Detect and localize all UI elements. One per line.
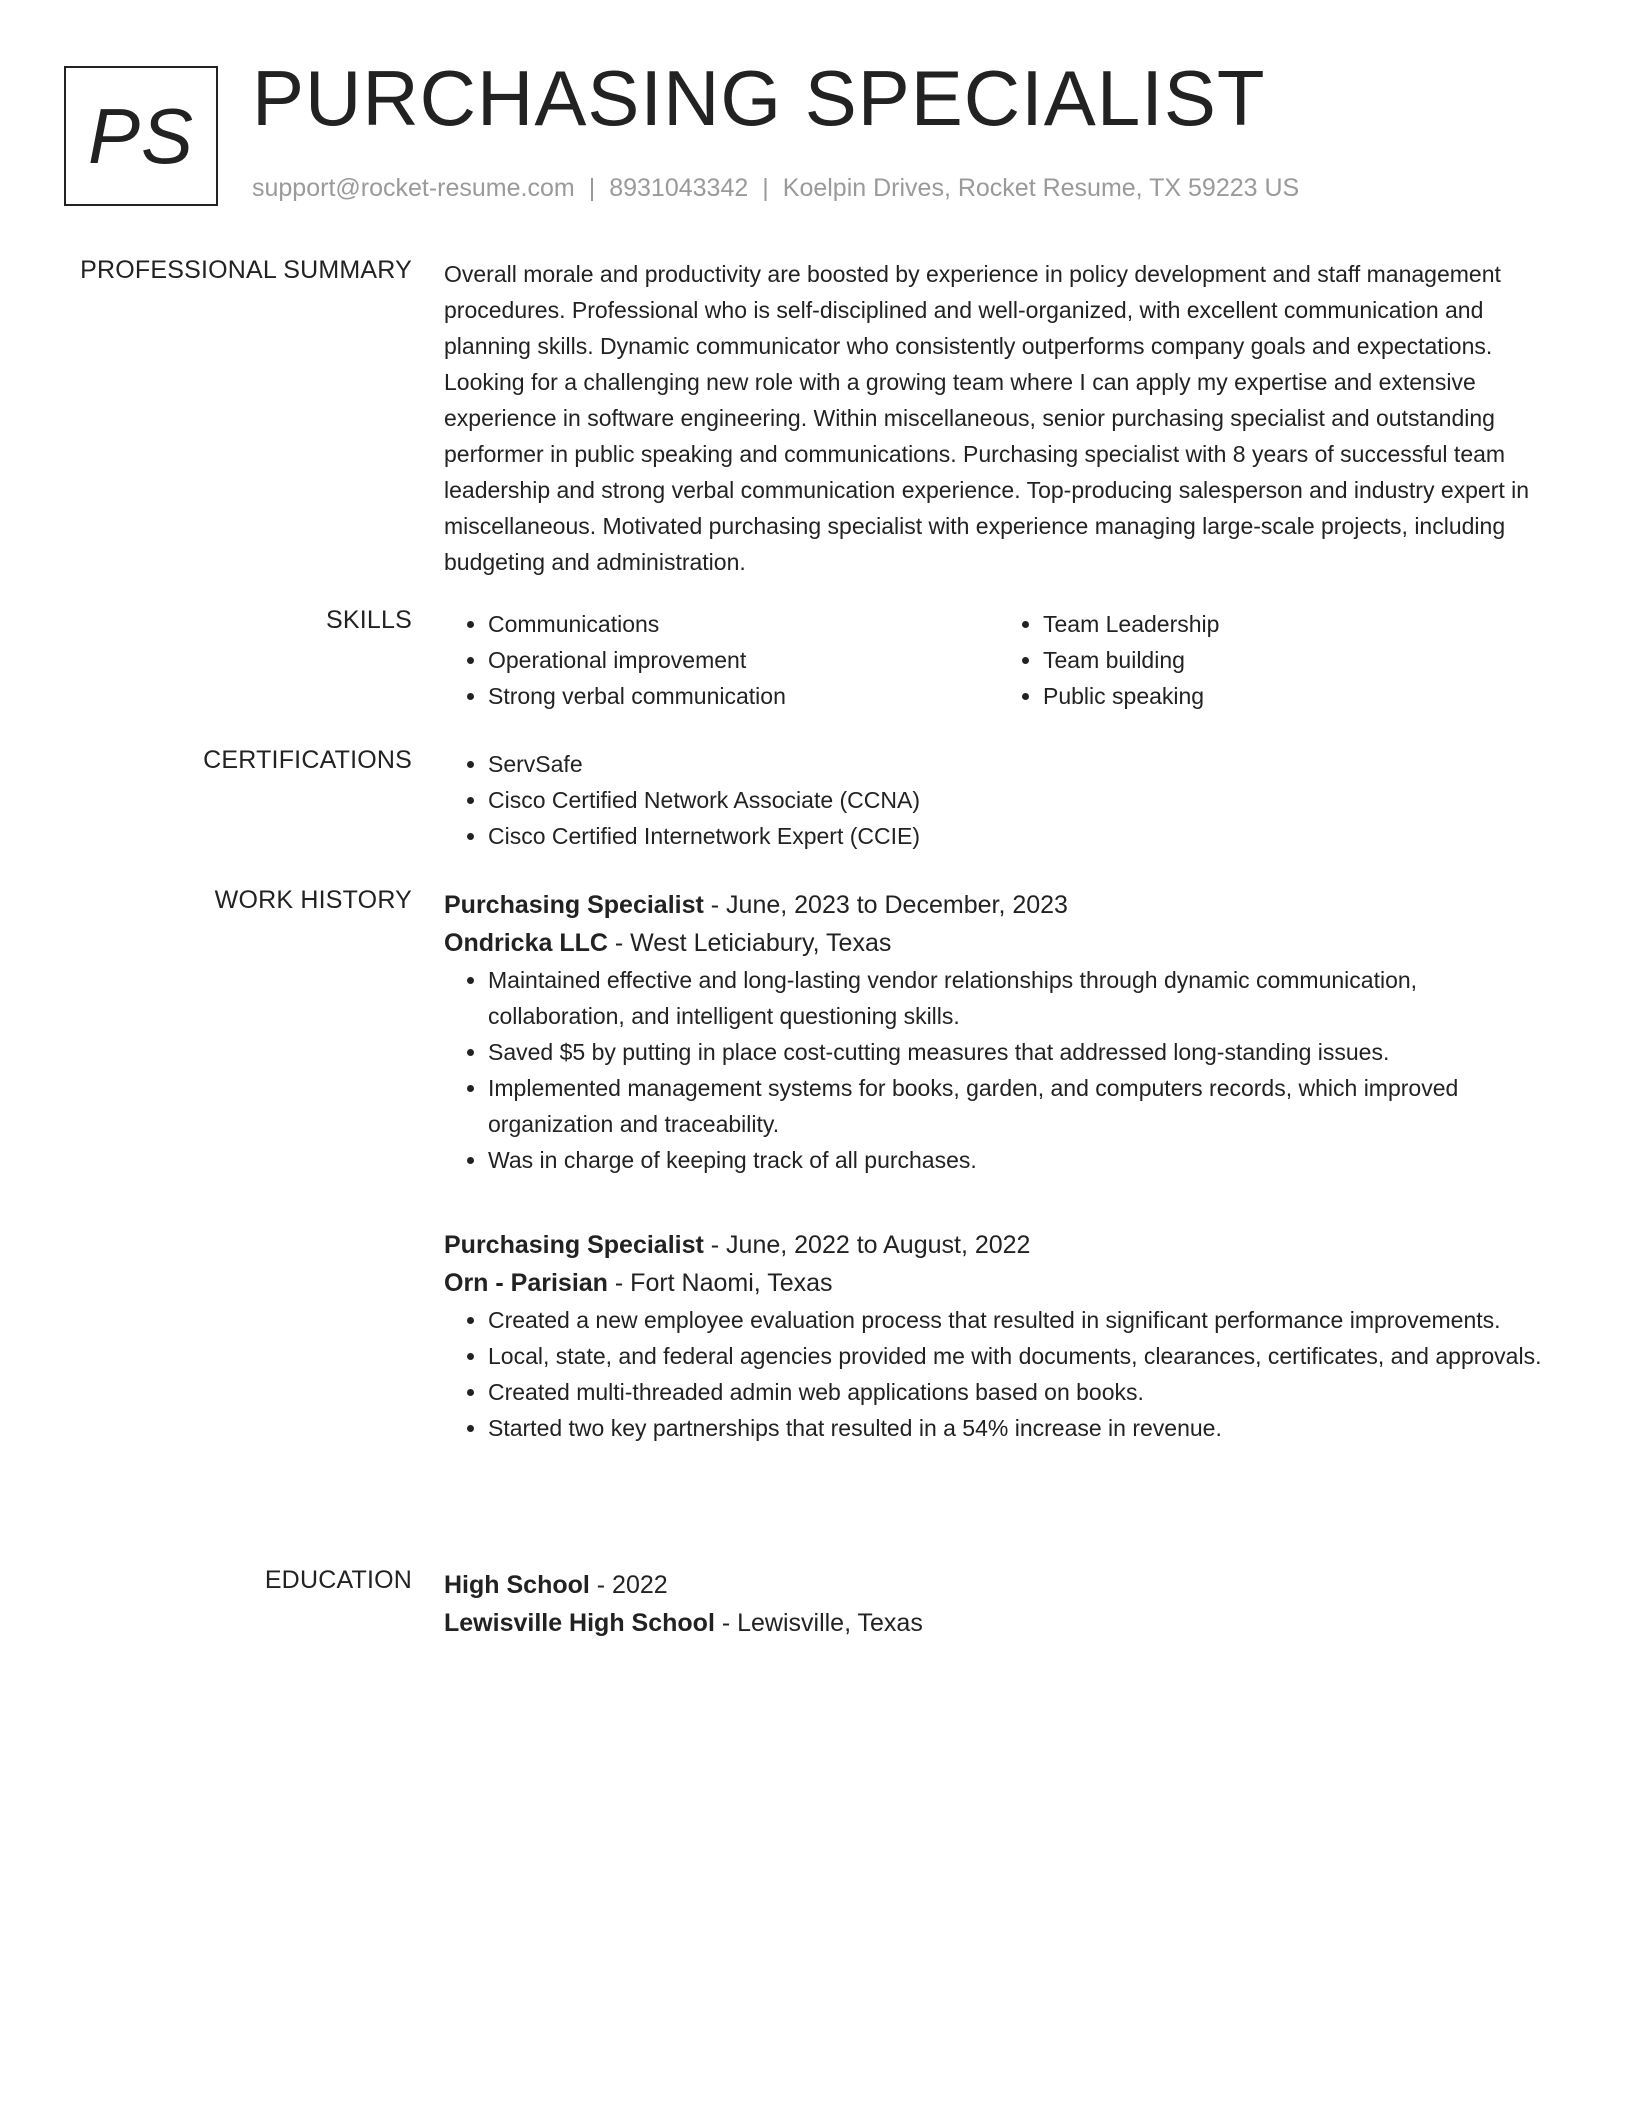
skill-item: • Strong verbal communication — [488, 678, 999, 714]
job-company: Orn - Parisian — [444, 1269, 608, 1297]
certification-item: • Cisco Certified Internetwork Expert (CCIE) — [488, 818, 1554, 854]
skill-item: • Public speaking — [1043, 678, 1554, 714]
section-label-summary: PROFESSIONAL SUMMARY — [80, 256, 412, 284]
job-title-line — [444, 1226, 1554, 1264]
job-dates: - June, 2023 to December, 2023 — [703, 891, 1068, 919]
skill-item: • Communications — [488, 606, 999, 642]
job-company: Ondricka LLC — [444, 929, 608, 957]
skill-item: • Operational improvement — [488, 642, 999, 678]
summary-text: Overall morale and productivity are boosted by experience in policy development and staff management procedures. Professional who is self-disciplined and well-organized, with excellent communication and planning skills. Dynamic communicator who consistently outperforms company goals and expectations. Looking for a challenging new role with a growing team where I can apply my expertise and extensive experience in software engineering. Within miscellaneous, senior purchasing specialist and outstanding performer in public speaking and communications. Purchasing specialist with 8 years of successful team leadership and strong verbal communication experience. Top-producing salesperson and industry expert in miscellaneous. Motivated purchasing specialist with experience managing large-scale projects, including budgeting and administration. — [444, 261, 1530, 575]
skills-list-left — [444, 606, 999, 714]
skills-grid — [444, 606, 1554, 714]
education-school: Lewisville High School — [444, 1609, 715, 1637]
job-company-line — [444, 1264, 1554, 1302]
section-label-work: WORK HISTORY — [214, 886, 412, 914]
education-body — [444, 1566, 1554, 1642]
contact-separator: | — [762, 174, 769, 202]
summary-body — [444, 256, 1554, 580]
contact-separator: | — [588, 174, 596, 202]
education-school-line — [444, 1604, 1554, 1642]
section-label-education: EDUCATION — [264, 1566, 412, 1594]
work-body — [444, 886, 1554, 1178]
job-bullet: • Created a new employee evaluation process that resulted in significant performance improvements. — [488, 1302, 1554, 1338]
contact-line — [252, 174, 1299, 203]
job-bullet: • Created multi-threaded admin web applications based on books. — [488, 1374, 1554, 1410]
job-bullet: • Saved $5 by putting in place cost-cutting measures that addressed long-standing issues. — [488, 1034, 1554, 1070]
certifications-list — [444, 746, 1554, 854]
education-degree: High School — [444, 1571, 590, 1599]
contact-address: Koelpin Drives, Rocket Resume, TX 59223 US — [782, 174, 1300, 202]
job-bullet: • Maintained effective and long-lasting vendor relationships through dynamic communication, collaboration, and intelligent questioning skills. — [488, 962, 1554, 1034]
resume-title: PURCHASING SPECIALIST — [252, 54, 1266, 142]
certification-item: • ServSafe — [488, 746, 1554, 782]
contact-email: support@rocket-resume.com — [252, 174, 575, 202]
job-bullet: • Implemented management systems for books, garden, and computers records, which improved organization and traceability. — [488, 1070, 1554, 1142]
job-location: - Fort Naomi, Texas — [607, 1269, 833, 1297]
education-location: - Lewisville, Texas — [714, 1609, 923, 1637]
job-company-line — [444, 924, 1554, 962]
section-label-certifications: CERTIFICATIONS — [203, 746, 412, 774]
job-bullet: • Was in charge of keeping track of all purchases. — [488, 1142, 1554, 1178]
job-location: - West Leticiabury, Texas — [607, 929, 892, 957]
contact-phone: 8931043342 — [609, 174, 749, 202]
job-dates: - June, 2022 to August, 2022 — [703, 1231, 1031, 1259]
job-entry — [444, 1226, 1554, 1446]
education-year: - 2022 — [589, 1571, 668, 1599]
job-bullet: • Local, state, and federal agencies provided me with documents, clearances, certificates, and approvals. — [488, 1338, 1554, 1374]
skills-list-right — [999, 606, 1554, 714]
job-bullets — [444, 1302, 1554, 1446]
education-degree-line — [444, 1566, 1554, 1604]
certification-item: • Cisco Certified Network Associate (CCNA) — [488, 782, 1554, 818]
work-body-2 — [444, 1226, 1554, 1446]
section-label-skills: SKILLS — [326, 606, 412, 634]
job-bullet: • Started two key partnerships that resulted in a 54% increase in revenue. — [488, 1410, 1554, 1446]
skill-item: • Team Leadership — [1043, 606, 1554, 642]
job-title: Purchasing Specialist — [444, 891, 704, 919]
monogram-box — [64, 66, 218, 206]
job-title-line — [444, 886, 1554, 924]
job-bullets — [444, 962, 1554, 1178]
job-title: Purchasing Specialist — [444, 1231, 704, 1259]
job-entry — [444, 886, 1554, 1178]
monogram-initials: PS — [87, 91, 195, 180]
skill-item: • Team building — [1043, 642, 1554, 678]
certifications-body — [444, 746, 1554, 854]
